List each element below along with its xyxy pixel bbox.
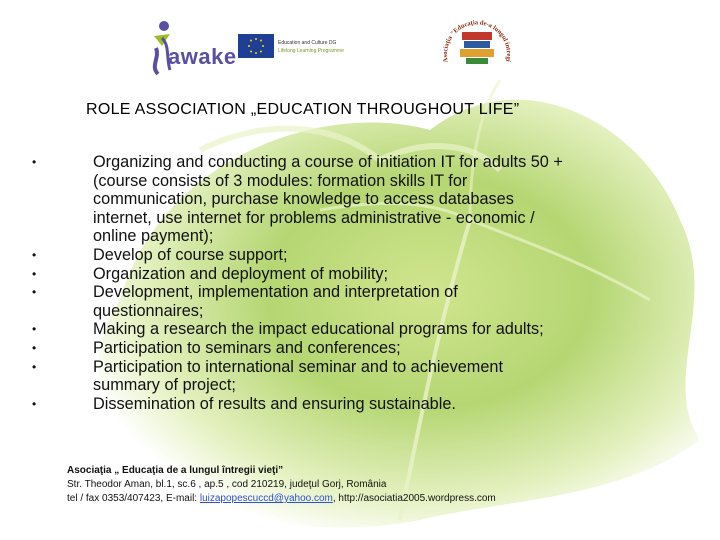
footer-contact-prefix: tel / fax 0353/407423, E-mail: (67, 493, 200, 504)
bullet-icon: • (32, 396, 37, 411)
footer-contact (67, 492, 687, 506)
awake-logo-text: awake (168, 44, 237, 69)
list-item (30, 265, 690, 284)
list-item-line: (course consists of 3 modules: formation skills IT for (93, 171, 468, 190)
list-item (30, 320, 690, 339)
list-item-line: Making a research the impact educational programs for adults; (93, 320, 544, 339)
footer-org-name: Asociaţia „ Educaţia de a lungul întregii vieţi” (67, 465, 284, 476)
list-item-line: online payment); (93, 227, 214, 246)
list-item (30, 153, 690, 246)
list-item (30, 358, 690, 395)
list-item (30, 283, 690, 320)
bullet-icon: • (32, 266, 37, 281)
bullet-icon: • (32, 285, 37, 300)
list-item-line: Dissemination of results and ensuring sustainable. (93, 394, 456, 413)
bullet-icon: • (32, 340, 37, 355)
list-item-line: communication, purchase knowledge to access databases (93, 190, 514, 209)
list-item-line: summary of project; (93, 376, 236, 395)
footer (67, 464, 687, 506)
eu-flag-icon (238, 34, 274, 58)
list-item-line: Participation to seminars and conferences; (93, 338, 401, 357)
list-item-line: questionnaires; (93, 301, 204, 320)
list-item-line: Develop of course support; (93, 245, 288, 264)
page-title: ROLE ASSOCIATION „EDUCATION THROUGHOUT LIFE” (86, 101, 520, 118)
list-item (30, 339, 690, 358)
list-item-line: internet, use internet for problems administrative - economic / (93, 208, 535, 227)
association-logo (438, 2, 516, 82)
list-item (30, 246, 690, 265)
footer-email-link[interactable]: luizapopescuccd@yahoo.com (199, 493, 333, 504)
eu-programme-line1: Education and Culture DG (278, 40, 337, 46)
footer-website: , http://asociatia2005.wordpress.com (332, 493, 496, 504)
footer-address: Str. Theodor Aman, bl.1, sc.6 , ap.5 , cod 210219, judeţul Gorj, România (67, 479, 387, 490)
list-item (30, 395, 690, 414)
activity-list (30, 153, 690, 413)
bullet-icon: • (32, 247, 37, 262)
list-item-line: Organizing and conducting a course of initiation IT for adults 50 + (93, 153, 563, 171)
eu-programme-line2: Lifelong Learning Programme (278, 48, 344, 54)
bullet-icon: • (32, 322, 37, 337)
bullet-icon: • (32, 155, 37, 169)
list-item-line: Organization and deployment of mobility; (93, 264, 389, 283)
association-logo-text: Asociaţia "Educaţia de-a lungul întregi (441, 19, 513, 63)
bullet-icon: • (32, 359, 37, 374)
list-item-line: Development, implementation and interpretation of (93, 283, 458, 302)
list-item-line: Participation to international seminar and to achievement (93, 357, 503, 376)
